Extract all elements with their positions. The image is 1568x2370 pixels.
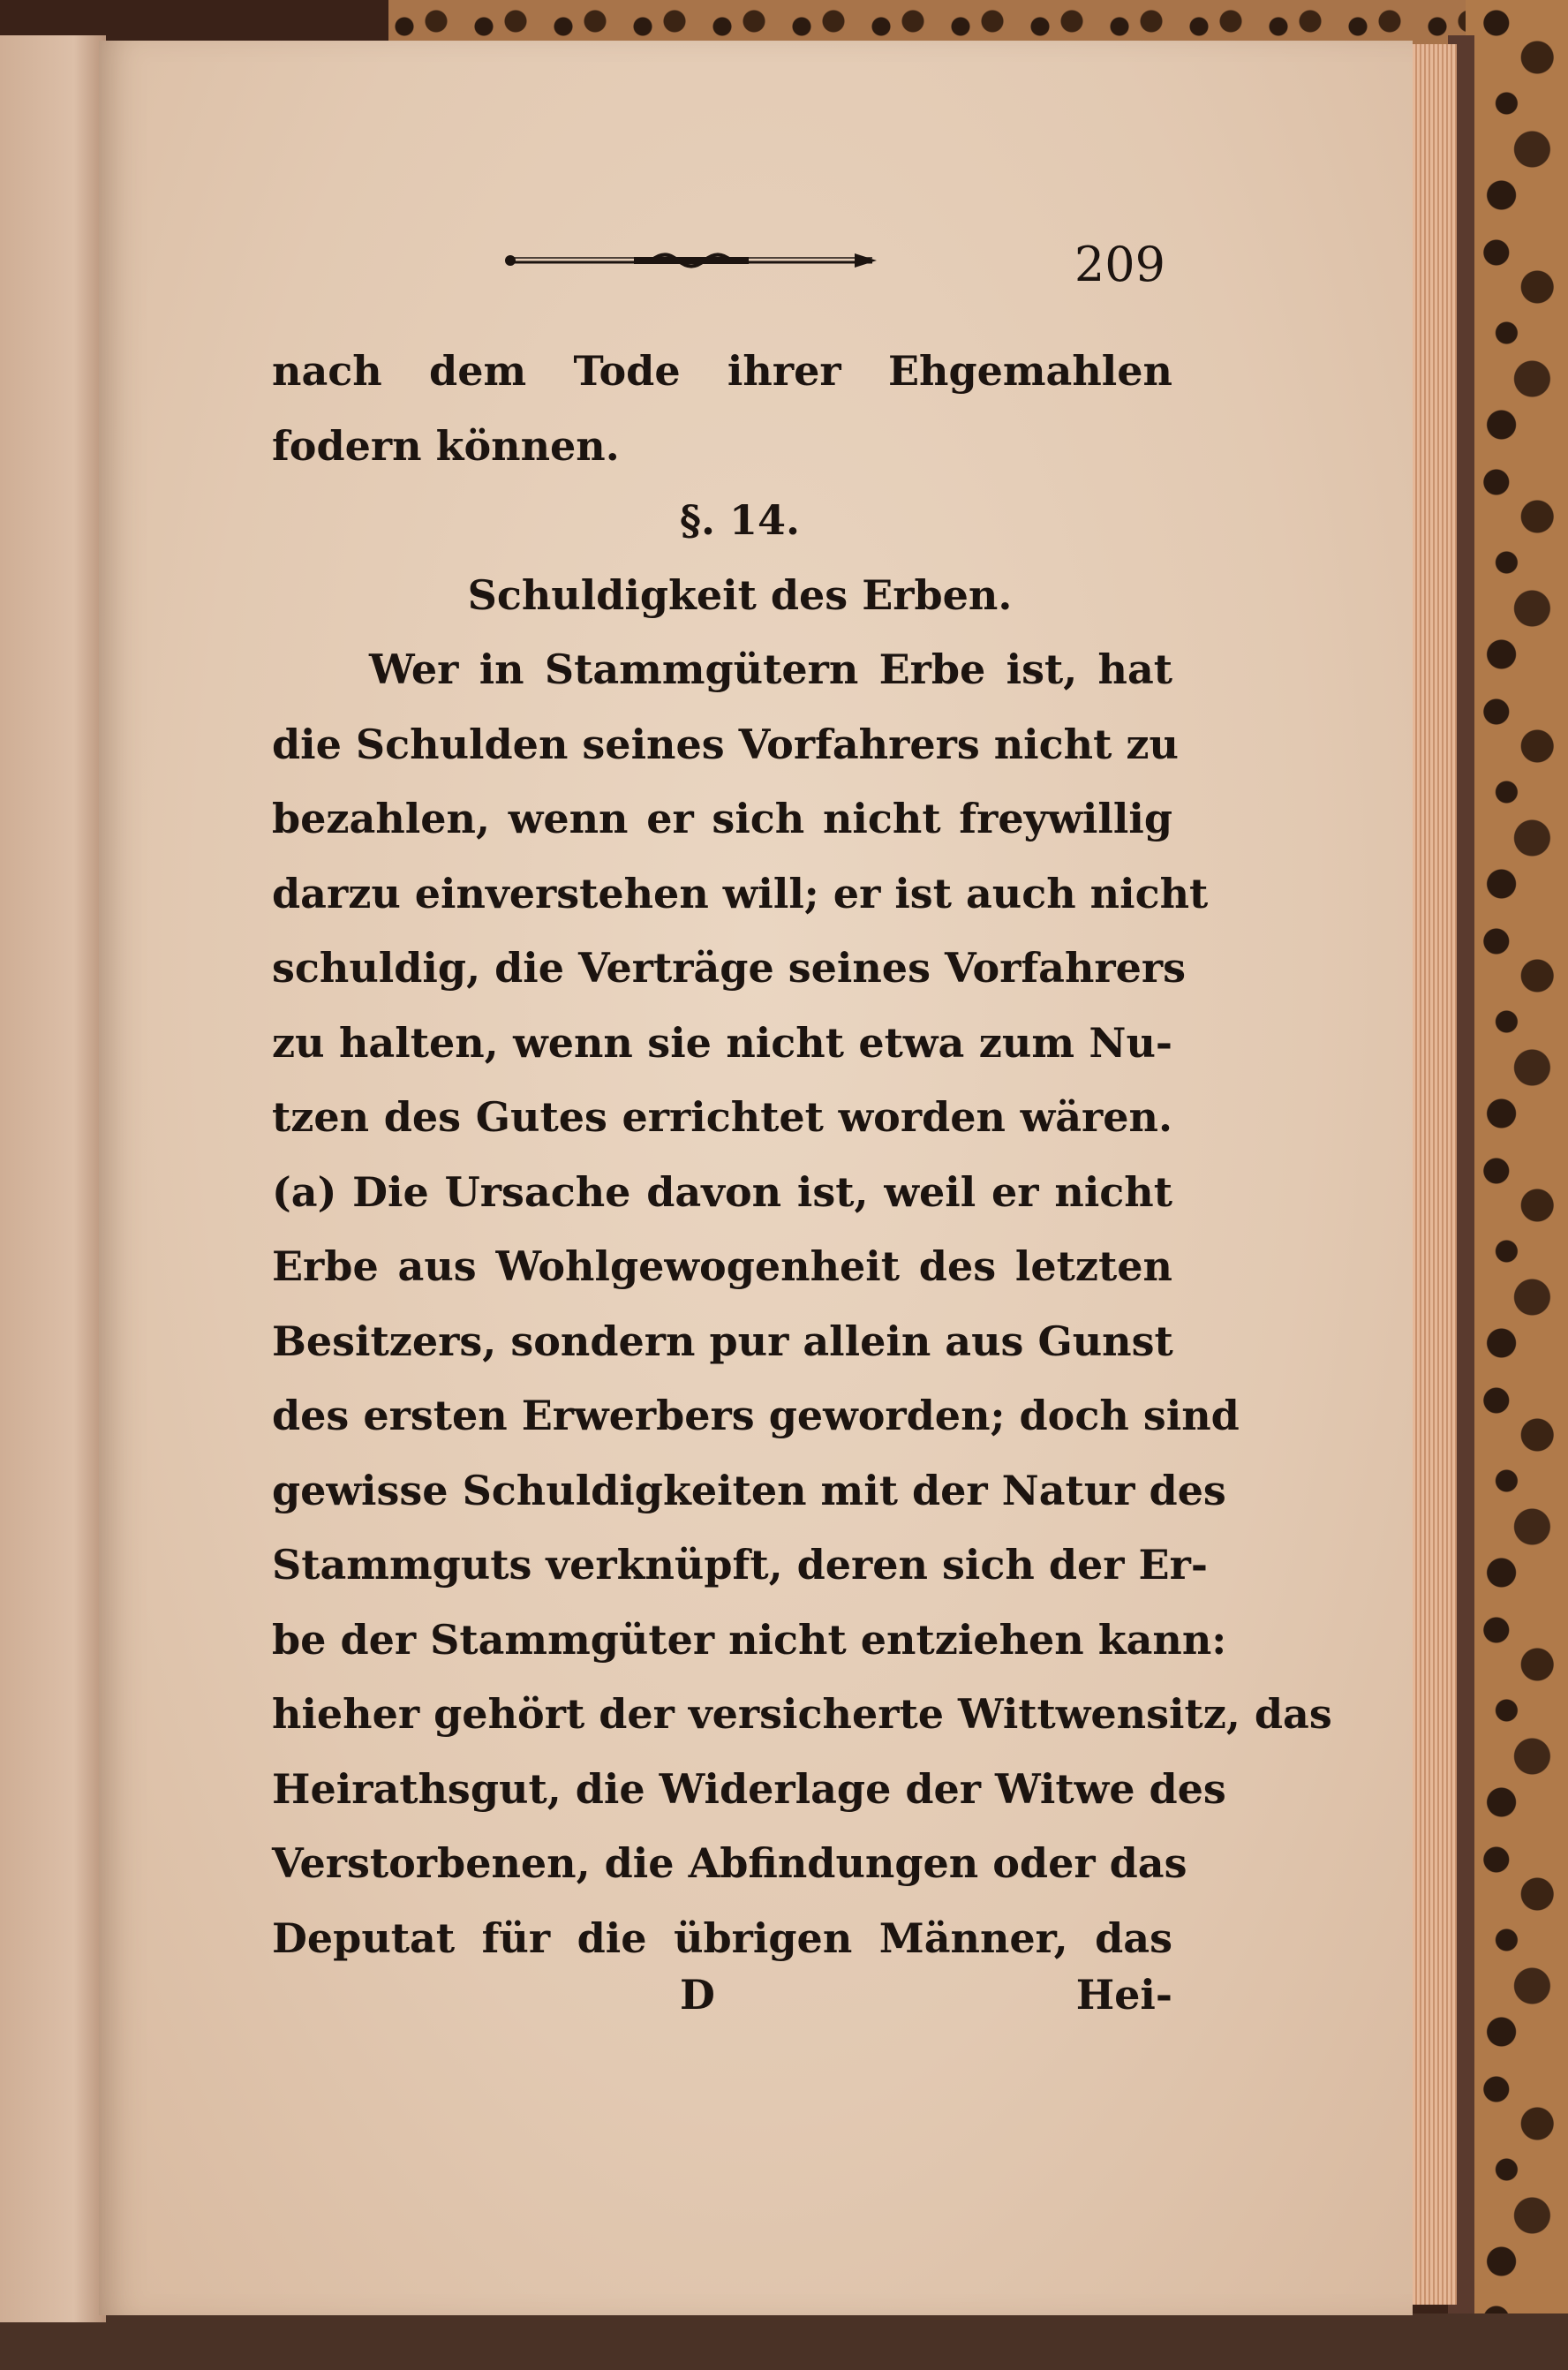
- page-number: 209: [1074, 237, 1165, 292]
- decorative-rule-icon: [501, 249, 881, 275]
- text-line: gewisse Schuldigkeiten mit der Natur des: [272, 1466, 1226, 1514]
- text-line: Heirathsgut, die Widerlage der Witwe des: [272, 1764, 1226, 1813]
- text-line: zu halten, wenn sie nicht etwa zum Nu-: [272, 1018, 1172, 1067]
- text-line: be der Stammgüter nicht entziehen kann:: [272, 1615, 1227, 1664]
- text-line: Stammguts verknüpft, deren sich der Er-: [272, 1541, 1208, 1589]
- left-page-edge: [0, 35, 106, 2322]
- text-line: Wer in Stammgütern Erbe ist, hat: [369, 645, 1172, 693]
- book-cover-bottom: [0, 2313, 1568, 2370]
- text-line: nach dem Tode ihrer Ehgemahlen: [272, 347, 1172, 395]
- text-line: fodern können.: [272, 421, 620, 470]
- text-line: tzen des Gutes errichtet worden wären.: [272, 1093, 1172, 1141]
- catchword: Hei-: [1075, 1971, 1172, 2019]
- body-text: [272, 334, 1332, 1975]
- text-line: Erbe aus Wohlgewogenheit des letzten: [272, 1242, 1172, 1290]
- text-line: die Schulden seines Vorfahrers nicht zu: [272, 720, 1179, 768]
- signature-mark: D: [680, 1971, 715, 2019]
- text-line: darzu einverstehen will; er ist auch nicht: [272, 869, 1209, 917]
- section-number: §. 14.: [679, 496, 801, 544]
- text-line: Deputat für die übrigen Männer, das: [272, 1913, 1172, 1962]
- text-line: (a) Die Ursache davon ist, weil er nicht: [272, 1167, 1172, 1216]
- text-line: des ersten Erwerbers geworden; doch sind: [272, 1392, 1240, 1439]
- text-line: schuldig, die Verträge seines Vorfahrers: [272, 944, 1187, 992]
- section-title: Schuldigkeit des Erben.: [467, 570, 1013, 619]
- text-line: bezahlen, wenn er sich nicht freywillig: [272, 795, 1172, 842]
- text-line: Verstorbenen, die Abfindungen oder das: [272, 1839, 1187, 1887]
- book-cover-marbled: [1466, 0, 1568, 2370]
- text-line: Besitzers, sondern pur allein aus Gunst: [272, 1317, 1173, 1365]
- text-line: hieher gehört der versicherte Wittwensitz, das: [272, 1690, 1332, 1738]
